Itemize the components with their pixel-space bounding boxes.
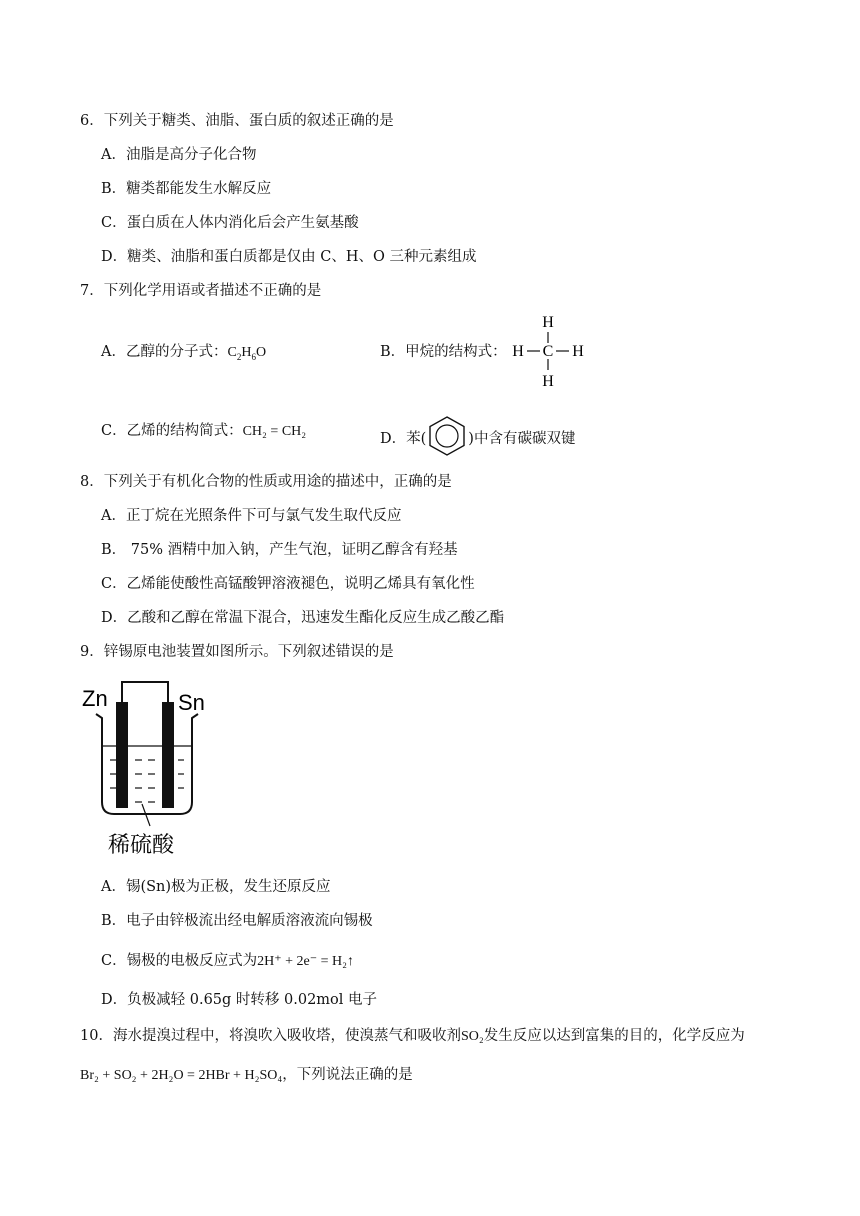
q9-option-d: D．负极减轻 0.65g 时转移 0.02mol 电子 [101,992,378,1008]
methane-structure [505,312,591,392]
q6-option-c: C．蛋白质在人体内消化后会产生氨基酸 [101,215,359,231]
zn-label: Zn [82,686,108,711]
methane-c-center: C [542,343,554,360]
sn-label: Sn [178,690,205,715]
q9-option-c [101,951,354,972]
q8-option-a: A．正丁烷在光照条件下可与氯气发生取代反应 [101,508,402,524]
q6-option-a: A．油脂是高分子化合物 [101,147,257,163]
q9-option-b: B．电子由锌极流出经电解质溶液流向锡极 [101,913,373,929]
q10-stem-part1: 10．海水提溴过程中，将溴吹入吸收塔，使溴蒸气和吸收剂 [80,1028,461,1044]
galvanic-cell-figure [80,676,220,862]
q10-so2: SO₂ [460,1029,484,1044]
methane-h-top: H [542,314,554,331]
ethylene-formula: CH₂ = CH₂ [242,424,307,439]
electrode-reaction-formula: 2H⁺ + 2e⁻ = H₂↑ [257,954,354,969]
q9-option-c-label: C．锡极的电极反应式为 [101,953,258,969]
q7-option-d [380,421,575,457]
dilute-sulfuric-acid-label: 稀硫酸 [108,833,175,858]
q7-option-c [101,421,306,442]
q9-option-a: A．锡(Sn)极为正极，发生还原反应 [101,879,331,895]
q7-stem: 7．下列化学用语或者描述不正确的是 [80,283,322,299]
tin-electrode [162,702,174,808]
methane-h-bottom: H [542,373,554,390]
q7-option-c-label: C．乙烯的结构简式： [101,423,243,439]
q6-option-b: B．糖类都能发生水解反应 [101,181,272,197]
q7-option-d-label-after: )中含有碳碳双键 [468,431,576,447]
q8-stem: 8．下列关于有机化合物的性质或用途的描述中，正确的是 [80,474,452,490]
q10-stem-line1 [80,1026,745,1047]
q7-option-d-label-before: D．苯( [380,431,427,447]
q10-stem-part2: 发生反应以达到富集的目的，化学反应为 [483,1028,745,1044]
zinc-electrode [116,702,128,808]
q10-equation: Br₂ + SO₂ + 2H₂O = 2HBr + H₂SO₄ [80,1068,283,1083]
q7-option-a-label: A．乙醇的分子式： [101,344,228,360]
benzene-ring-icon [426,415,468,457]
q8-option-d: D．乙酸和乙醇在常温下混合，迅速发生酯化反应生成乙酸乙酯 [101,610,505,626]
methane-h-right: H [572,343,584,360]
q10-stem-line2 [80,1065,413,1086]
methane-h-left: H [512,343,524,360]
q7-option-b-label: B．甲烷的结构式： [380,344,507,360]
q9-stem: 9．锌锡原电池装置如图所示。下列叙述错误的是 [80,644,394,660]
q6-option-d: D．糖类、油脂和蛋白质都是仅由 C、H、O 三种元素组成 [101,249,477,265]
q7-option-a [101,342,266,363]
q10-stem-part3: ，下列说法正确的是 [282,1067,413,1083]
q8-option-b: B． 75% 酒精中加入钠，产生气泡，证明乙醇含有羟基 [101,542,458,558]
q8-option-c: C．乙烯能使酸性高锰酸钾溶液褪色，说明乙烯具有氧化性 [101,576,475,592]
q6-stem: 6．下列关于糖类、油脂、蛋白质的叙述正确的是 [80,113,394,129]
ethanol-formula: $C_2H_6O$ [227,345,267,362]
